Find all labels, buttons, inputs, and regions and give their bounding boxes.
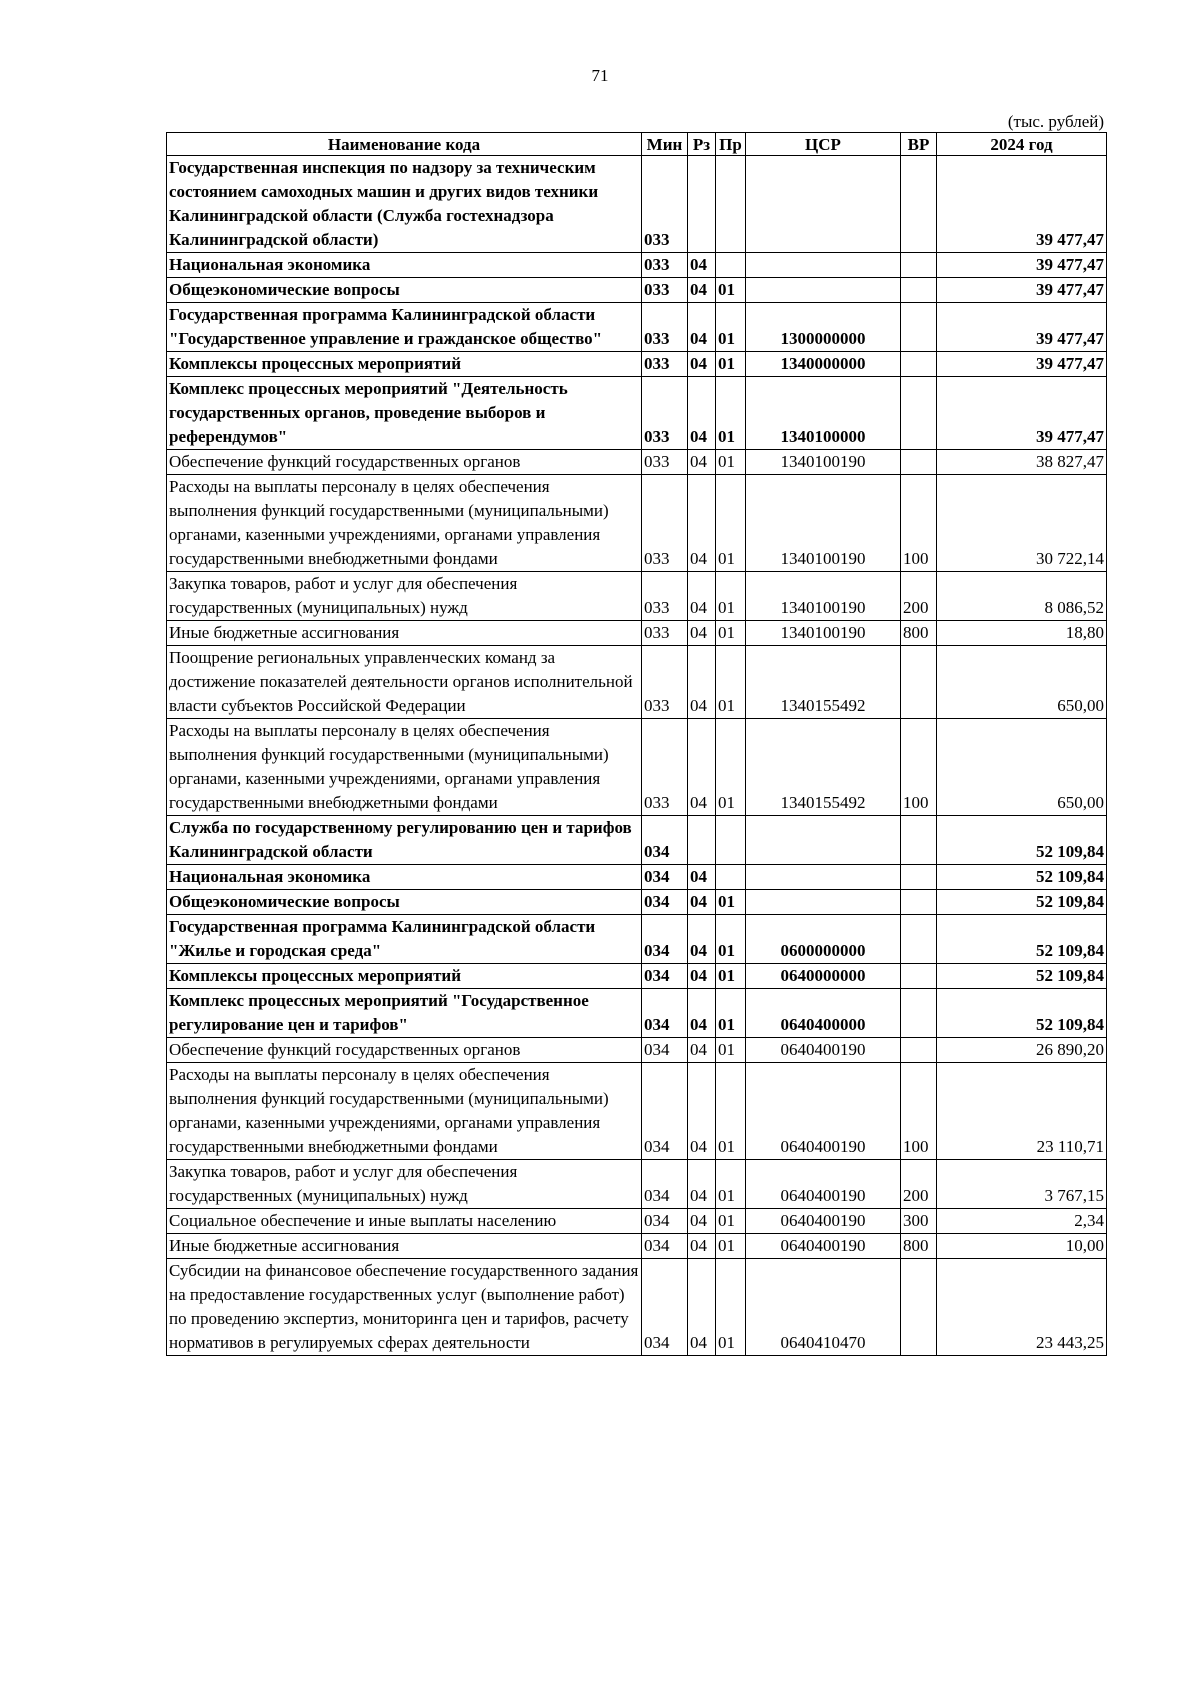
table-row [167,1209,1107,1234]
cell-vr: 100 [901,475,937,572]
cell-min: 034 [642,1234,688,1259]
cell-min: 033 [642,719,688,816]
table-row [167,572,1107,621]
cell-sum: 8 086,52 [937,572,1107,621]
cell-vr [901,989,937,1038]
cell-min: 034 [642,865,688,890]
table-row [167,377,1107,450]
cell-name: Комплекс процессных мероприятий "Государственное регулирование цен и тарифов" [167,989,642,1038]
cell-rz: 04 [688,964,716,989]
header-vr: ВР [901,133,937,156]
cell-pr: 01 [716,1259,746,1356]
cell-rz: 04 [688,303,716,352]
cell-name: Иные бюджетные ассигнования [167,621,642,646]
cell-name: Поощрение региональных управленческих команд за достижение показателей деятельности органов исполнительной власти субъектов Российской Федерации [167,646,642,719]
cell-pr: 01 [716,450,746,475]
cell-rz: 04 [688,915,716,964]
cell-csr: 1300000000 [746,303,901,352]
cell-rz: 04 [688,719,716,816]
table-row [167,890,1107,915]
cell-name: Расходы на выплаты персоналу в целях обеспечения выполнения функций государственными (муниципальными) органами, казенными учреждениями, органами управления государственными внебюджетными фондами [167,475,642,572]
cell-sum: 39 477,47 [937,352,1107,377]
cell-vr [901,303,937,352]
cell-rz [688,816,716,865]
table-row [167,1038,1107,1063]
cell-pr: 01 [716,475,746,572]
cell-sum: 26 890,20 [937,1038,1107,1063]
cell-sum: 30 722,14 [937,475,1107,572]
cell-sum: 10,00 [937,1234,1107,1259]
cell-min: 034 [642,964,688,989]
cell-name: Государственная программа Калининградской области "Государственное управление и гражданское общество" [167,303,642,352]
cell-pr [716,865,746,890]
cell-name: Национальная экономика [167,865,642,890]
cell-min: 033 [642,352,688,377]
cell-name: Государственная инспекция по надзору за техническим состоянием самоходных машин и других видов техники Калининградской области (Служба гостехнадзора Калининградской области) [167,156,642,253]
cell-sum: 52 109,84 [937,964,1107,989]
cell-pr: 01 [716,890,746,915]
table-row [167,646,1107,719]
cell-csr [746,816,901,865]
cell-csr: 0600000000 [746,915,901,964]
table-row [167,1259,1107,1356]
cell-rz: 04 [688,865,716,890]
cell-csr [746,156,901,253]
cell-pr: 01 [716,915,746,964]
header-pr: Пр [716,133,746,156]
cell-sum: 39 477,47 [937,377,1107,450]
cell-min: 034 [642,1160,688,1209]
cell-sum: 18,80 [937,621,1107,646]
table-row [167,621,1107,646]
header-year: 2024 год [937,133,1107,156]
cell-min: 033 [642,253,688,278]
cell-vr [901,646,937,719]
cell-sum: 23 443,25 [937,1259,1107,1356]
cell-name: Обеспечение функций государственных органов [167,1038,642,1063]
cell-min: 034 [642,1063,688,1160]
cell-csr: 0640000000 [746,964,901,989]
cell-min: 034 [642,1259,688,1356]
cell-name: Обеспечение функций государственных органов [167,450,642,475]
cell-csr: 1340100000 [746,377,901,450]
cell-rz: 04 [688,253,716,278]
table-row [167,156,1107,253]
cell-rz: 04 [688,1038,716,1063]
cell-pr: 01 [716,278,746,303]
cell-min: 034 [642,1038,688,1063]
cell-rz: 04 [688,450,716,475]
cell-min: 034 [642,1209,688,1234]
cell-rz: 04 [688,1259,716,1356]
cell-rz: 04 [688,646,716,719]
cell-csr: 0640400190 [746,1234,901,1259]
cell-min: 033 [642,621,688,646]
table-row [167,303,1107,352]
table-row [167,253,1107,278]
cell-pr [716,156,746,253]
cell-vr [901,816,937,865]
cell-name: Иные бюджетные ассигнования [167,1234,642,1259]
table-row [167,964,1107,989]
cell-min: 034 [642,890,688,915]
cell-sum: 39 477,47 [937,253,1107,278]
cell-rz: 04 [688,621,716,646]
cell-csr: 1340100190 [746,572,901,621]
cell-csr [746,253,901,278]
cell-vr [901,890,937,915]
cell-vr [901,450,937,475]
table-row [167,915,1107,964]
cell-name: Социальное обеспечение и иные выплаты населению [167,1209,642,1234]
cell-csr: 0640410470 [746,1259,901,1356]
cell-name: Закупка товаров, работ и услуг для обеспечения государственных (муниципальных) нужд [167,1160,642,1209]
cell-pr: 01 [716,303,746,352]
cell-name: Закупка товаров, работ и услуг для обеспечения государственных (муниципальных) нужд [167,572,642,621]
table-row [167,989,1107,1038]
cell-vr [901,377,937,450]
cell-vr [901,915,937,964]
cell-csr: 1340100190 [746,475,901,572]
cell-csr: 0640400190 [746,1160,901,1209]
cell-pr: 01 [716,377,746,450]
cell-vr [901,156,937,253]
cell-sum: 52 109,84 [937,915,1107,964]
cell-rz: 04 [688,475,716,572]
cell-sum: 38 827,47 [937,450,1107,475]
cell-sum: 52 109,84 [937,865,1107,890]
cell-sum: 23 110,71 [937,1063,1107,1160]
cell-min: 034 [642,816,688,865]
cell-min: 034 [642,915,688,964]
cell-vr: 200 [901,1160,937,1209]
cell-vr: 200 [901,572,937,621]
cell-vr [901,865,937,890]
cell-pr: 01 [716,1038,746,1063]
cell-name: Государственная программа Калининградской области "Жилье и городская среда" [167,915,642,964]
cell-min: 033 [642,646,688,719]
table-header-row [167,133,1107,156]
header-min: Мин [642,133,688,156]
cell-pr: 01 [716,989,746,1038]
cell-csr: 1340100190 [746,450,901,475]
cell-csr [746,865,901,890]
table-body [167,156,1107,1356]
cell-pr: 01 [716,1209,746,1234]
cell-sum: 39 477,47 [937,303,1107,352]
cell-sum: 650,00 [937,719,1107,816]
cell-min: 033 [642,450,688,475]
cell-sum: 52 109,84 [937,989,1107,1038]
cell-pr: 01 [716,1063,746,1160]
cell-vr: 100 [901,1063,937,1160]
cell-vr: 800 [901,621,937,646]
cell-sum: 3 767,15 [937,1160,1107,1209]
cell-min: 033 [642,572,688,621]
table-row [167,719,1107,816]
cell-csr: 0640400190 [746,1209,901,1234]
cell-rz: 04 [688,989,716,1038]
cell-sum: 52 109,84 [937,816,1107,865]
cell-csr: 1340100190 [746,621,901,646]
cell-csr: 0640400000 [746,989,901,1038]
cell-rz: 04 [688,1234,716,1259]
cell-name: Общеэкономические вопросы [167,890,642,915]
cell-sum: 52 109,84 [937,890,1107,915]
cell-rz: 04 [688,352,716,377]
cell-min: 033 [642,303,688,352]
cell-pr: 01 [716,352,746,377]
cell-pr: 01 [716,621,746,646]
cell-vr [901,1259,937,1356]
cell-name: Служба по государственному регулированию цен и тарифов Калининградской области [167,816,642,865]
table-row [167,1234,1107,1259]
cell-rz [688,156,716,253]
table-row [167,816,1107,865]
table-row [167,865,1107,890]
cell-rz: 04 [688,377,716,450]
cell-sum: 2,34 [937,1209,1107,1234]
cell-rz: 04 [688,1160,716,1209]
cell-name: Комплексы процессных мероприятий [167,352,642,377]
cell-min: 034 [642,989,688,1038]
cell-pr: 01 [716,646,746,719]
cell-sum: 39 477,47 [937,156,1107,253]
cell-min: 033 [642,377,688,450]
cell-csr: 0640400190 [746,1063,901,1160]
cell-pr: 01 [716,1160,746,1209]
cell-csr [746,278,901,303]
cell-vr: 100 [901,719,937,816]
cell-name: Национальная экономика [167,253,642,278]
cell-name: Комплексы процессных мероприятий [167,964,642,989]
cell-pr [716,816,746,865]
cell-vr: 300 [901,1209,937,1234]
cell-pr: 01 [716,572,746,621]
table-row [167,1063,1107,1160]
budget-table [166,132,1107,1356]
cell-pr: 01 [716,719,746,816]
cell-rz: 04 [688,1063,716,1160]
cell-rz: 04 [688,890,716,915]
cell-vr [901,253,937,278]
page-number: 71 [591,66,609,85]
cell-vr: 800 [901,1234,937,1259]
units-label: (тыс. рублей) [1007,112,1104,131]
cell-sum: 39 477,47 [937,278,1107,303]
table-row [167,450,1107,475]
cell-rz: 04 [688,572,716,621]
cell-min: 033 [642,278,688,303]
cell-vr [901,1038,937,1063]
header-name: Наименование кода [167,133,642,156]
cell-name: Расходы на выплаты персоналу в целях обеспечения выполнения функций государственными (муниципальными) органами, казенными учреждениями, органами управления государственными внебюджетными фондами [167,1063,642,1160]
table-row [167,278,1107,303]
cell-min: 033 [642,156,688,253]
cell-vr [901,352,937,377]
cell-csr: 1340155492 [746,719,901,816]
cell-csr [746,890,901,915]
table-row [167,352,1107,377]
cell-name: Расходы на выплаты персоналу в целях обеспечения выполнения функций государственными (муниципальными) органами, казенными учреждениями, органами управления государственными внебюджетными фондами [167,719,642,816]
cell-min: 033 [642,475,688,572]
cell-pr [716,253,746,278]
cell-csr: 0640400190 [746,1038,901,1063]
cell-csr: 1340000000 [746,352,901,377]
cell-rz: 04 [688,1209,716,1234]
cell-pr: 01 [716,1234,746,1259]
cell-name: Комплекс процессных мероприятий "Деятельность государственных органов, проведение выборов и референдумов" [167,377,642,450]
cell-vr [901,278,937,303]
header-rz: Рз [688,133,716,156]
cell-vr [901,964,937,989]
header-csr: ЦСР [746,133,901,156]
cell-csr: 1340155492 [746,646,901,719]
cell-name: Общеэкономические вопросы [167,278,642,303]
cell-sum: 650,00 [937,646,1107,719]
cell-name: Субсидии на финансовое обеспечение государственного задания на предоставление государственных услуг (выполнение работ) по проведению экспертиз, мониторинга цен и тарифов, расчету нормативов в регулируемых сферах деятельности [167,1259,642,1356]
cell-rz: 04 [688,278,716,303]
table-row [167,1160,1107,1209]
table-row [167,475,1107,572]
cell-pr: 01 [716,964,746,989]
